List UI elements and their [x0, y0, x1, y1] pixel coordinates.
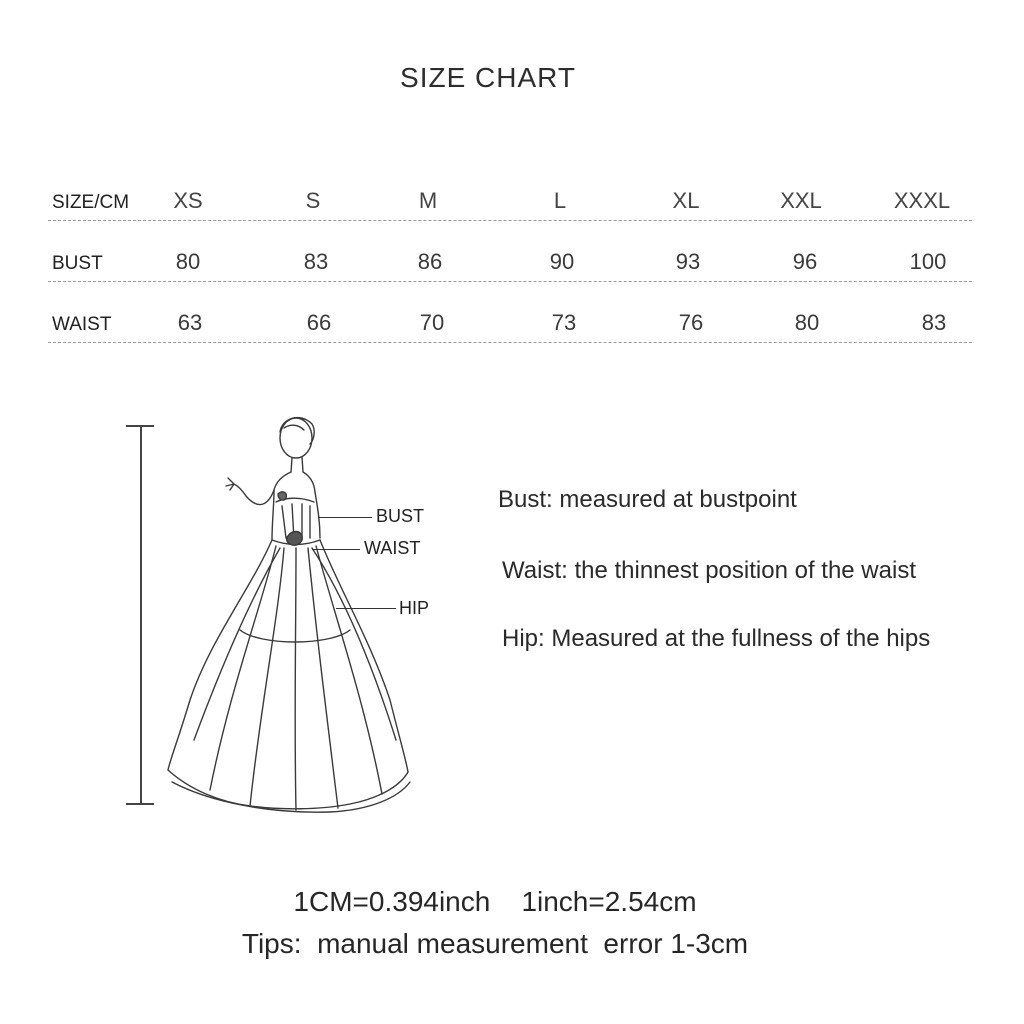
table-header-row: [48, 160, 972, 221]
bust-description: Bust: measured at bustpoint: [498, 486, 797, 513]
row-label-bust: BUST: [52, 253, 103, 274]
size-l: L: [553, 188, 567, 213]
size-xs: XS: [173, 188, 203, 213]
size-m: M: [418, 188, 438, 213]
measurement-tips: Tips: manual measurement error 1-3cm: [241, 928, 749, 959]
waist-leader-line: [312, 549, 360, 550]
dress-illustration: [150, 410, 430, 820]
unit-conversion-note: 1CM=0.394inch 1inch=2.54cm: [293, 886, 697, 917]
table-cell: 83: [303, 249, 329, 274]
height-measure-bar: [140, 425, 142, 805]
table-cell: 76: [678, 310, 704, 335]
bust-leader-line: [318, 517, 372, 518]
size-xxl: XXL: [780, 188, 822, 213]
table-cell: 90: [549, 249, 575, 274]
table-cell: 83: [921, 310, 947, 335]
waist-description: Waist: the thinnest position of the waist: [502, 557, 916, 584]
table-cell: 86: [417, 249, 443, 274]
table-cell: 100: [909, 249, 947, 274]
size-s: S: [305, 188, 321, 213]
table-header-label: SIZE/CM: [52, 192, 130, 213]
figure-label-bust: BUST: [376, 506, 425, 526]
hip-description: Hip: Measured at the fullness of the hips: [502, 625, 931, 652]
table-cell: 96: [792, 249, 818, 274]
table-cell: 93: [675, 249, 701, 274]
table-row-waist: [48, 282, 972, 343]
table-cell: 66: [306, 310, 332, 335]
table-cell: 80: [175, 249, 201, 274]
table-cell: 73: [551, 310, 577, 335]
table-row-bust: [48, 221, 972, 282]
figure-label-waist: WAIST: [364, 538, 421, 558]
table-cell: 80: [794, 310, 820, 335]
hip-leader-line: [336, 608, 396, 609]
table-cell: 63: [177, 310, 203, 335]
size-table: [48, 160, 972, 343]
page-title: SIZE CHART: [400, 62, 576, 93]
size-xxxl: XXXL: [893, 188, 951, 213]
figure-label-hip: HIP: [399, 598, 430, 618]
table-cell: 70: [419, 310, 445, 335]
size-xl: XL: [672, 188, 700, 213]
row-label-waist: WAIST: [52, 314, 112, 335]
